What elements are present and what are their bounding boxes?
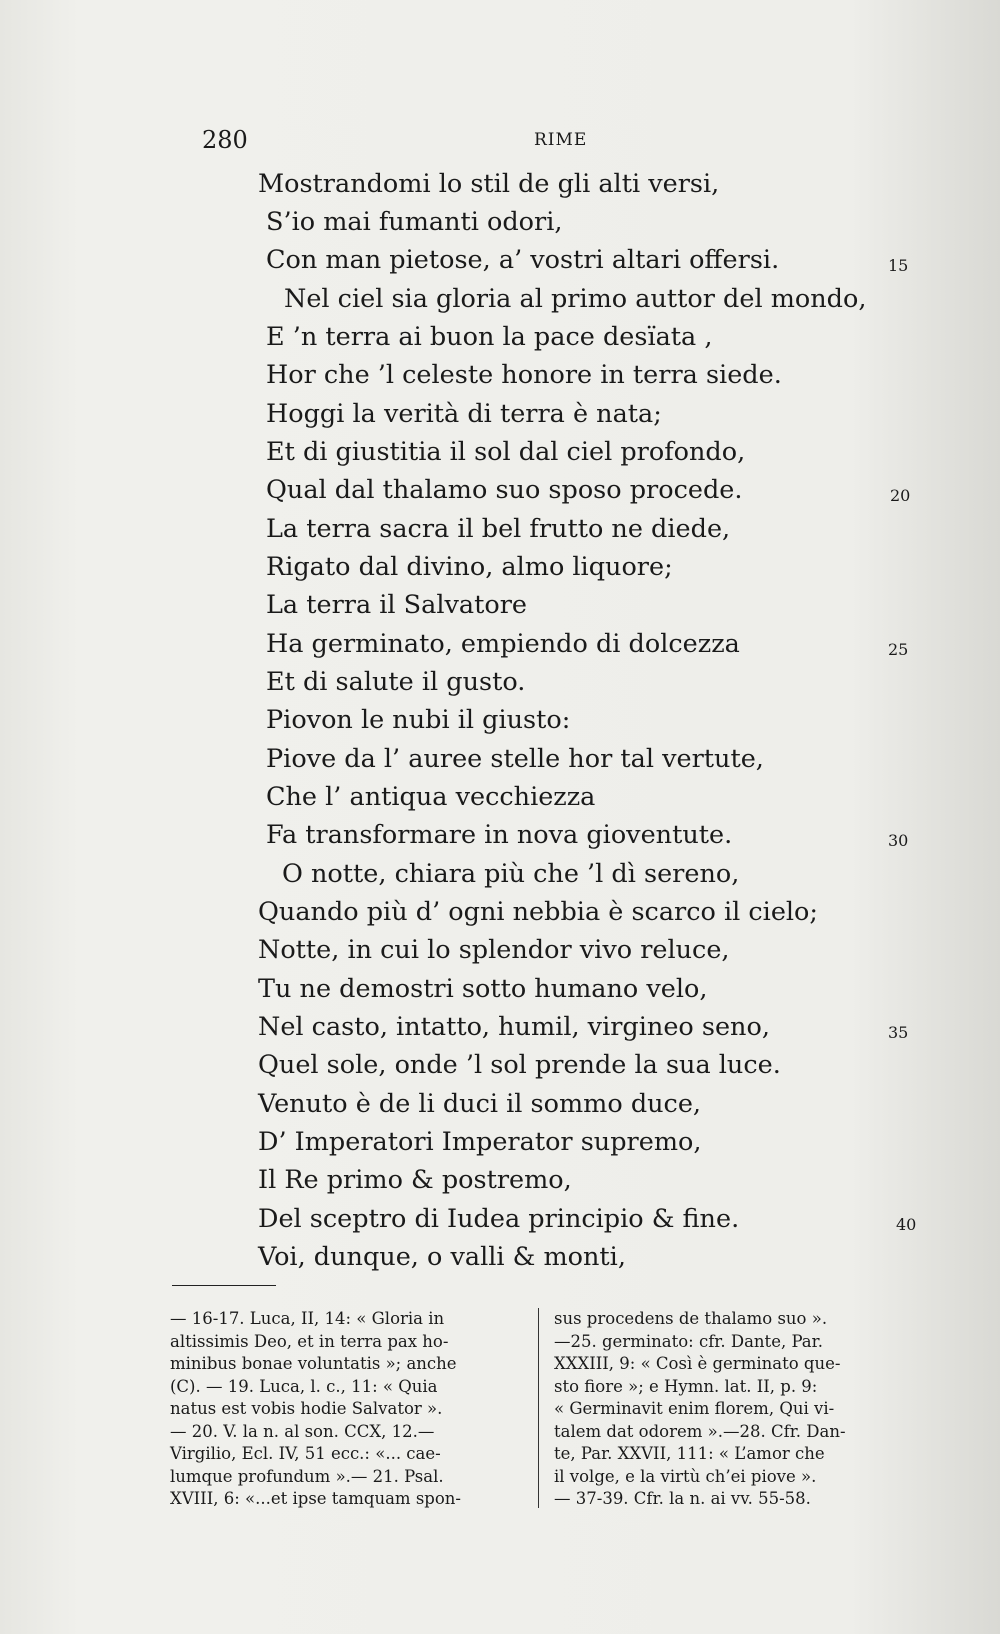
verse-line: Piove da l’ aurее stelle hor tal vertute, [266,744,764,774]
footnote-rule [172,1285,276,1286]
verse-line: Quel sole, onde ’l sol prende la sua luce. [258,1050,781,1080]
verse-line: Con man pietose, a’ vostri altari offersi. [266,245,780,275]
footnote-line: « Germinavit enim florem, Qui vi- [554,1399,835,1418]
footnote-line: talem dat odorem ».—28. Cfr. Dan- [554,1421,846,1441]
verse-line: Notte, in cui lo splendor vivo reluce, [258,935,730,965]
footnotes-left-column [170,1308,526,1511]
verse-line: Ha germinato, empiendo di dolcezza [266,629,740,659]
running-title: RIME [534,130,588,150]
verse-line: Tu ne demostri sotto humano velo, [258,974,708,1004]
page-header [0,126,1000,156]
footnote-line: lumque profundum ».— 21. Psal. [170,1466,444,1486]
verse-line: Quando più d’ ogni nebbia è scarco il cielo; [258,897,819,927]
footnote-line: XXXIII, 9: « Così è germinato que- [554,1354,841,1373]
footnote-line: — 37-39. Cfr. la n. ai vv. 55-58. [554,1489,811,1508]
verse-line: Del sceptro di Iudea principio & fine. [258,1204,740,1234]
page-number: 280 [202,126,248,154]
verse-line: D’ Imperatori Imperator supremo, [258,1127,702,1157]
line-number: 20 [890,486,911,505]
verse-line: Et di salute il gusto. [266,667,526,697]
footnote-line: minibus bonae voluntatis »; anche [170,1354,457,1373]
line-number: 15 [888,256,909,275]
footnote-line: altissimis Deo, et in terra pax ho- [170,1331,449,1351]
footnote-line: (C). — 19. Luca, l. c., 11: « Quia [170,1376,438,1396]
line-number: 25 [888,640,909,659]
footnote-line: — 16-17. Luca, II, 14: « Gloria in [170,1309,445,1328]
verse-line: Rigato dal divino, almo liquore; [266,552,673,582]
verse-line: Nel casto, intatto, humil, virgineo seno, [258,1012,770,1042]
footnote-column-divider [538,1308,539,1508]
verse-line: S’io mai fumanti odori, [266,207,563,237]
footnote-line: XVIII, 6: «...et ipse tamquam spon- [170,1489,461,1508]
verse-line: Fa transformare in nova gioventute. [266,820,733,850]
verse-line: Venuto è de li duci il sommo duce, [258,1089,702,1119]
verse-line: Mostrandomi lo stil de gli alti versi, [258,169,720,199]
footnote-line: Virgilio, Ecl. IV, 51 ecc.: «... cae- [170,1444,441,1463]
verse-line: Piovon le nubi il giusto: [266,705,571,735]
line-number: 35 [888,1023,909,1042]
verse-line: Hoggi la verità di terra è nata; [266,399,662,429]
verse-line: E ’n terra ai buon la pace desïata , [266,322,713,352]
footnote-line: te, Par. XXVII, 111: « L’amor che [554,1444,825,1463]
verse-line: La terra il Salvatore [266,590,528,620]
verse-line: Che l’ antiqua vecchiezza [266,782,596,812]
verse-line: La terra sacra il bel frutto ne diede, [266,514,731,544]
footnote-line: il volge, e la virtù ch’ei piove ». [554,1466,817,1486]
footnote-line: natus est vobis hodie Salvator ». [170,1399,443,1418]
line-number: 30 [888,831,909,850]
footnote-line: sto fiore »; e Hymn. lat. II, p. 9: [554,1376,818,1396]
verse-line: Hor che ’l celeste honore in terra siede. [266,360,782,390]
verse-line: Nel ciel sia gloria al primo auttor del mondo, [284,284,867,314]
verse-line: Voi, dunque, o valli & monti, [258,1242,626,1272]
verse-line: Il Re primo & postremo, [258,1165,572,1195]
footnote-line: —25. germinato: cfr. Dante, Par. [554,1331,823,1351]
line-number: 40 [896,1215,917,1234]
verse-line: Et di giustitia il sol dal ciel profondo, [266,437,746,467]
verse-line: Qual dal thalamo suo sposo procede. [266,475,743,505]
footnote-line: sus procedens de thalamo suo ». [554,1309,828,1328]
footnotes-right-column [554,1308,914,1511]
verse-line: O notte, chiara più che ’l dì sereno, [282,859,740,889]
footnote-line: — 20. V. la n. al son. CCX, 12.— [170,1421,435,1441]
